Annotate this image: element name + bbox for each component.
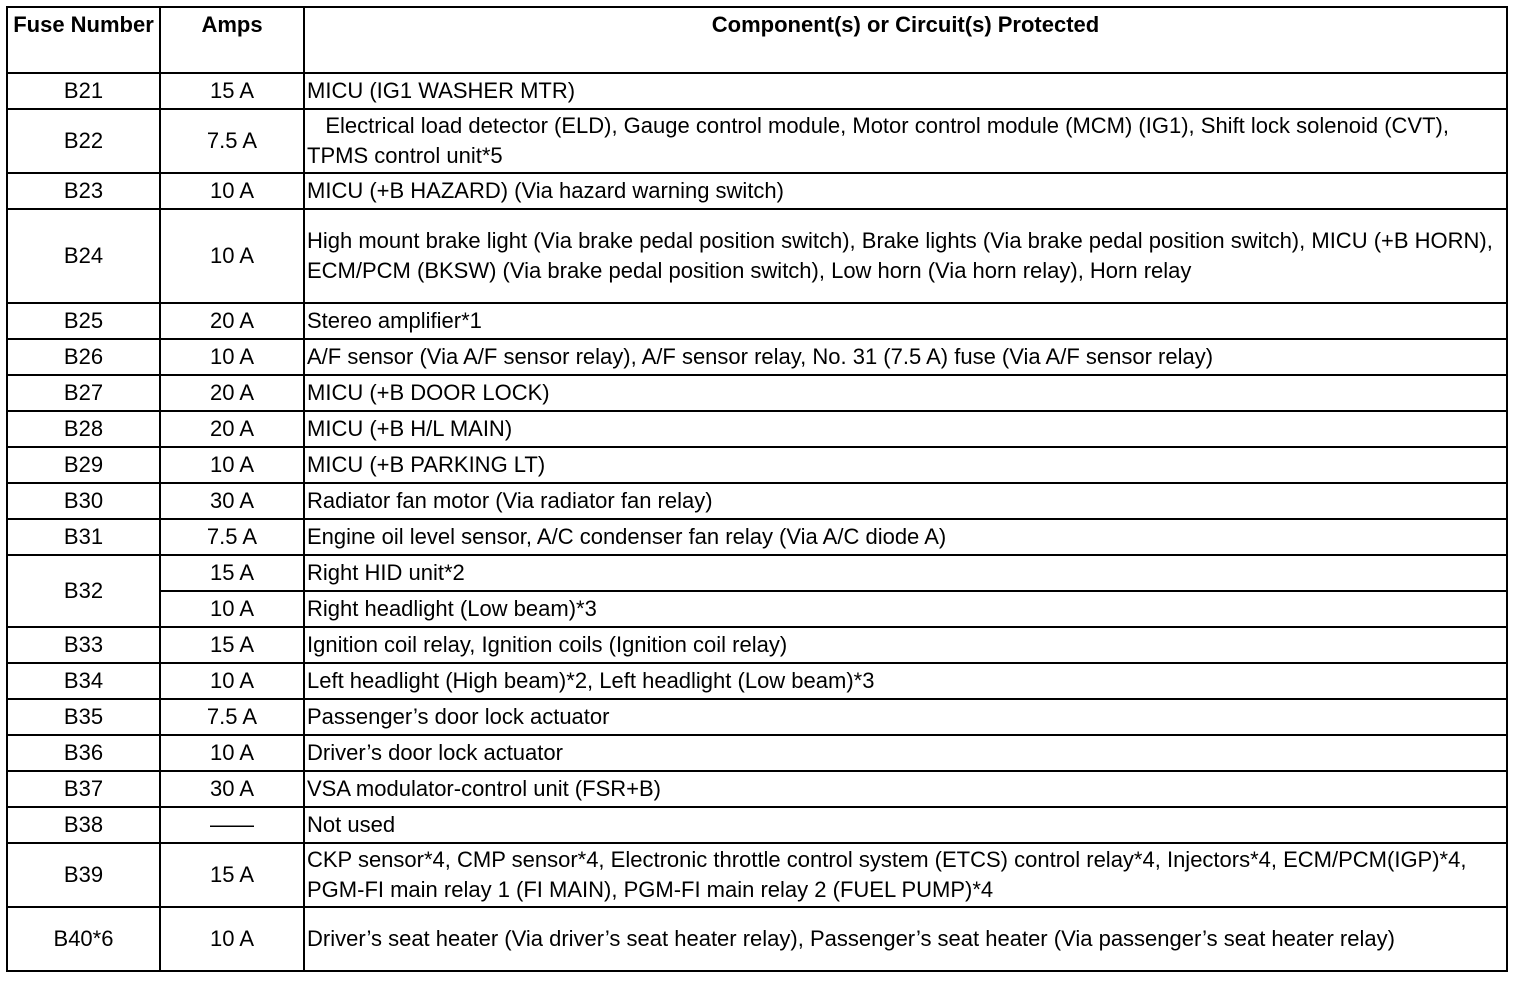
fuse-description: Engine oil level sensor, A/C condenser fan relay (Via A/C diode A) (304, 519, 1507, 555)
fuse-number: B33 (7, 627, 160, 663)
fuse-amps: 7.5 A (160, 109, 304, 173)
fuse-amps: 20 A (160, 375, 304, 411)
fuse-amps: 10 A (160, 735, 304, 771)
fuse-number: B28 (7, 411, 160, 447)
fuse-description: Driver’s seat heater (Via driver’s seat heater relay), Passenger’s seat heater (Via passenger’s seat heater relay) (304, 907, 1507, 971)
fuse-table-container (6, 6, 1508, 972)
fuse-amps: 10 A (160, 339, 304, 375)
header-amps: Amps (160, 7, 304, 73)
table-row (7, 699, 1507, 735)
fuse-description: Passenger’s door lock actuator (304, 699, 1507, 735)
fuse-amps: 15 A (160, 73, 304, 109)
fuse-amps: 10 A (160, 209, 304, 303)
fuse-amps: 15 A (160, 627, 304, 663)
table-row (7, 411, 1507, 447)
table-row (7, 663, 1507, 699)
fuse-number: B38 (7, 807, 160, 843)
fuse-amps: 10 A (160, 447, 304, 483)
fuse-description: Left headlight (High beam)*2, Left headlight (Low beam)*3 (304, 663, 1507, 699)
table-row (7, 843, 1507, 907)
fuse-description: A/F sensor (Via A/F sensor relay), A/F sensor relay, No. 31 (7.5 A) fuse (Via A/F sensor relay) (304, 339, 1507, 375)
fuse-number: B32 (7, 555, 160, 627)
fuse-number: B25 (7, 303, 160, 339)
fuse-number: B27 (7, 375, 160, 411)
fuse-number: B22 (7, 109, 160, 173)
fuse-description: MICU (+B DOOR LOCK) (304, 375, 1507, 411)
fuse-number: B21 (7, 73, 160, 109)
fuse-amps: 10 A (160, 907, 304, 971)
fuse-description: MICU (+B H/L MAIN) (304, 411, 1507, 447)
table-row (7, 73, 1507, 109)
fuse-table (6, 6, 1508, 972)
table-row (7, 339, 1507, 375)
fuse-amps: 15 A (160, 555, 304, 591)
fuse-amps: 20 A (160, 303, 304, 339)
table-row (7, 627, 1507, 663)
fuse-description: Driver’s door lock actuator (304, 735, 1507, 771)
table-row (7, 771, 1507, 807)
fuse-amps: 30 A (160, 771, 304, 807)
fuse-amps: 7.5 A (160, 519, 304, 555)
fuse-description: MICU (+B HAZARD) (Via hazard warning switch) (304, 173, 1507, 209)
fuse-description: VSA modulator-control unit (FSR+B) (304, 771, 1507, 807)
fuse-amps: —— (160, 807, 304, 843)
table-header-row (7, 7, 1507, 73)
table-row (7, 907, 1507, 971)
fuse-number: B35 (7, 699, 160, 735)
fuse-amps: 15 A (160, 843, 304, 907)
fuse-description: Right HID unit*2 (304, 555, 1507, 591)
fuse-description: High mount brake light (Via brake pedal position switch), Brake lights (Via brake pedal position switch), MICU (+B HORN), ECM/PCM (BKSW) (Via brake pedal position switch), Low horn (Via horn relay), Horn relay (304, 209, 1507, 303)
fuse-description: Stereo amplifier*1 (304, 303, 1507, 339)
fuse-number: B34 (7, 663, 160, 699)
fuse-number: B23 (7, 173, 160, 209)
fuse-number: B24 (7, 209, 160, 303)
table-row (7, 303, 1507, 339)
table-row (7, 807, 1507, 843)
table-row (7, 375, 1507, 411)
table-row (7, 735, 1507, 771)
fuse-description: MICU (+B PARKING LT) (304, 447, 1507, 483)
table-row (7, 209, 1507, 303)
fuse-amps: 10 A (160, 663, 304, 699)
fuse-description: Not used (304, 807, 1507, 843)
table-row (7, 109, 1507, 173)
fuse-description: MICU (IG1 WASHER MTR) (304, 73, 1507, 109)
table-row (7, 173, 1507, 209)
fuse-number: B37 (7, 771, 160, 807)
fuse-number: B29 (7, 447, 160, 483)
table-row (7, 483, 1507, 519)
table-row (7, 447, 1507, 483)
fuse-description: Electrical load detector (ELD), Gauge control module, Motor control module (MCM) (IG1), Shift lock solenoid (CVT), TPMS control unit*5 (304, 109, 1507, 173)
fuse-number: B31 (7, 519, 160, 555)
fuse-description: Ignition coil relay, Ignition coils (Ignition coil relay) (304, 627, 1507, 663)
fuse-amps: 20 A (160, 411, 304, 447)
table-row (7, 519, 1507, 555)
fuse-description: CKP sensor*4, CMP sensor*4, Electronic throttle control system (ETCS) control relay*4, Injectors*4, ECM/PCM(IGP)*4, PGM-FI main relay 1 (FI MAIN), PGM-FI main relay 2 (FUEL PUMP)*4 (304, 843, 1507, 907)
fuse-number: B36 (7, 735, 160, 771)
header-components: Component(s) or Circuit(s) Protected (304, 7, 1507, 73)
fuse-number: B26 (7, 339, 160, 375)
table-row (7, 591, 1507, 627)
fuse-number: B40*6 (7, 907, 160, 971)
header-fuse-number: Fuse Number (7, 7, 160, 73)
fuse-amps: 7.5 A (160, 699, 304, 735)
fuse-number: B39 (7, 843, 160, 907)
fuse-description: Radiator fan motor (Via radiator fan relay) (304, 483, 1507, 519)
fuse-amps: 10 A (160, 591, 304, 627)
fuse-amps: 30 A (160, 483, 304, 519)
fuse-number: B30 (7, 483, 160, 519)
table-row (7, 555, 1507, 591)
fuse-amps: 10 A (160, 173, 304, 209)
fuse-description: Right headlight (Low beam)*3 (304, 591, 1507, 627)
